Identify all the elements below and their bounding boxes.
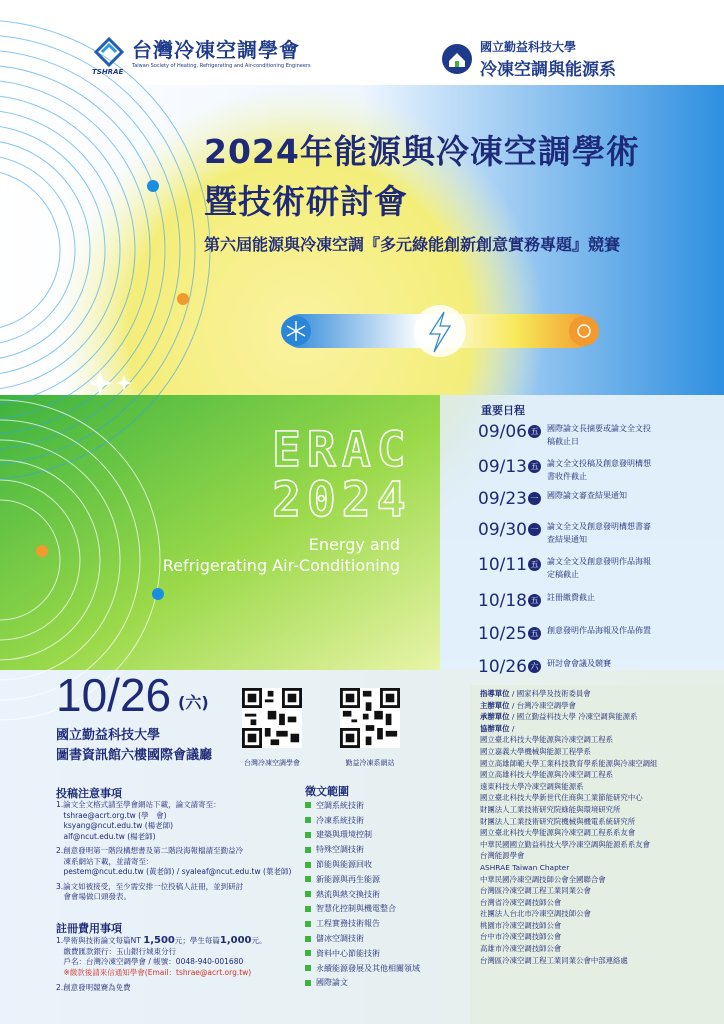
topic-item: 節能與能源回收 [305,857,465,872]
tagline-line1: Energy and [308,535,400,554]
topic-item: 建築與環境控制 [305,828,465,843]
venue-line2: 圖書資訊館六樓國際會議廳 [56,748,213,763]
schedule-item: 10/26 六 研討會會議及競賽 [478,657,611,677]
schedule-item: 09/23 一 國際論文審查結果通知 [478,489,627,509]
topic-item: 資料中心節能技術 [305,946,465,961]
topic-item: 儲冰空調技術 [305,931,465,946]
main-title-line2: 暨技術研討會 [204,182,408,221]
schedule-item: 10/25 五 創意發明作品海報及作品佈置 [478,624,651,644]
schedule-item: 09/13 五 論文全文投稿及創意發明構想書收件截止 [478,457,651,481]
event-weekday: (六) [178,693,209,712]
qr-label-tshrae: 台灣冷凍空調學會 [244,759,300,767]
topic-item: 空調系統技術 [305,798,465,813]
topic-item: 永續能源發展及其他相關領域 [305,961,465,976]
ncut-emblem-icon [440,42,474,76]
schedule-item: 09/30 一 論文全文及創意發明構想書審查結果通知 [478,520,651,544]
qr-code-tshrae[interactable] [242,688,302,748]
topic-item: 國際論文 [305,976,465,991]
schedule-title: 重要日程 [481,404,525,417]
topic-item: 特殊空調技術 [305,842,465,857]
topic-item: 熱流與熱交換技術 [305,887,465,902]
organizers: 指導單位 / 國家科學及技術委員會 主辦單位 / 台灣冷凍空調學會 承辦單位 / 國立勤益科技大學 冷凍空調與能源系 協辦單位 / 國立臺北科技大學能源與冷凍空調工程系 國立嘉義大學機械與能源工程學系 國立高雄師範大學工業科技教育學系能源與冷凍空調組 國立高雄科技大學能源與冷凍空調工程系 遠東科技大學冷凍空調與能源系 國立臺北科技大學新世代住商與工業節能研究中心 財團法人工業技術研究院綠能與環境研究所 財團法人工業技術研究院機械與機電系統研究所 國立臺北科技大學能源與冷凍空調工程系系友會 中華民國國立勤益科技大學冷凍空調與能源系系友會 台灣能源學會 ASHRAE Taiwan Chapter 中華民國冷凍空調技師公會全國聯合會 台灣區冷凍空調工程工業同業公會 台灣省冷凍空調技師公會 社團法人台北市冷凍空調技師公會 桃園市冷凍空調技師公會 台中市冷凍空調技師公會 高雄市冷凍空調技師公會 台灣區冷凍空調工程工業同業公會中部連絡處 [480,689,658,965]
ncut-logo [440,38,616,80]
topics-title: 徵文範圍 [305,785,349,798]
qr-code-ncut[interactable] [340,688,400,748]
schedule-item: 10/18 五 註冊繳費截止 [478,591,595,611]
schedule-item: 09/06 五 國際論文長摘要或論文全文投稿截止日 [478,422,651,446]
topics-list [305,798,465,990]
main-title-line1: 2024年能源與冷凍空調學術 [204,132,640,171]
event-date: 10/26 [56,669,172,721]
qr-label-ncut: 勤益冷凍系網站 [345,759,395,767]
topic-item: 智慧化控制與機電整合 [305,902,465,917]
ncut-department: 冷凍空調與能源系 [480,60,616,80]
schedule-item: 10/11 五 論文全文及創意發明作品海報定稿截止 [478,555,651,579]
subtitle: 第六屆能源與冷凍空調『多元綠能創新創意實務專題』競賽 [204,235,621,254]
registration-title: 註冊費用事項 [56,922,122,935]
submission-notes: 1.論文全文格式請至學會網站下載，論文請寄至： tshrae@acrt.org.tw (學 會) ksyang@ncut.edu.tw (楊老師) alf@ncut.edu.tw (楊老師) 2.創意發明第一階段構想書及第二階段海報檔請至勤益冷 凍系網站下載，並請寄至： pestem@ncut.edu.tw (黃老師) / syaleaf@ncut.edu.tw (葉老師) 3.論文如被接受，至少需安排一位投稿人註冊，並到研討 會會場做口頭發表。 [56,800,292,901]
tshrae-english: Taiwan Society of Heating, Refrigerating and Air-conditioning Engineers [132,63,311,69]
topic-item: 新能源與再生能源 [305,872,465,887]
registration-notes: 1.學術與技術論文每篇NT 1,500元；學生每篇1,000元。 繳費匯款銀行：玉山銀行城東分行 戶名：台灣冷凍空調學會 / 帳號：0048-940-001680 ※繳款後請來信通知學會(Email：tshrae@acrt.org.tw) 2.創意發明競賽為免費 [56,935,267,992]
venue-line1: 國立勤益科技大學 [56,728,161,743]
tagline-line2: Refrigerating Air-Conditioning [162,556,400,575]
ncut-name: 國立勤益科技大學 [480,40,577,54]
submission-title: 投稿注意事項 [56,787,122,800]
tshrae-name: 台灣冷凍空調學會 [132,38,300,62]
topic-item: 冷凍系統技術 [305,813,465,828]
erac-line1: ERAC [272,422,412,478]
tshrae-abbr: TSHRAE [92,68,124,76]
erac-line2: 2024 [272,472,412,528]
topic-item: 工程實務技術報告 [305,916,465,931]
tshrae-emblem-icon [92,35,126,69]
tshrae-logo [92,34,311,69]
